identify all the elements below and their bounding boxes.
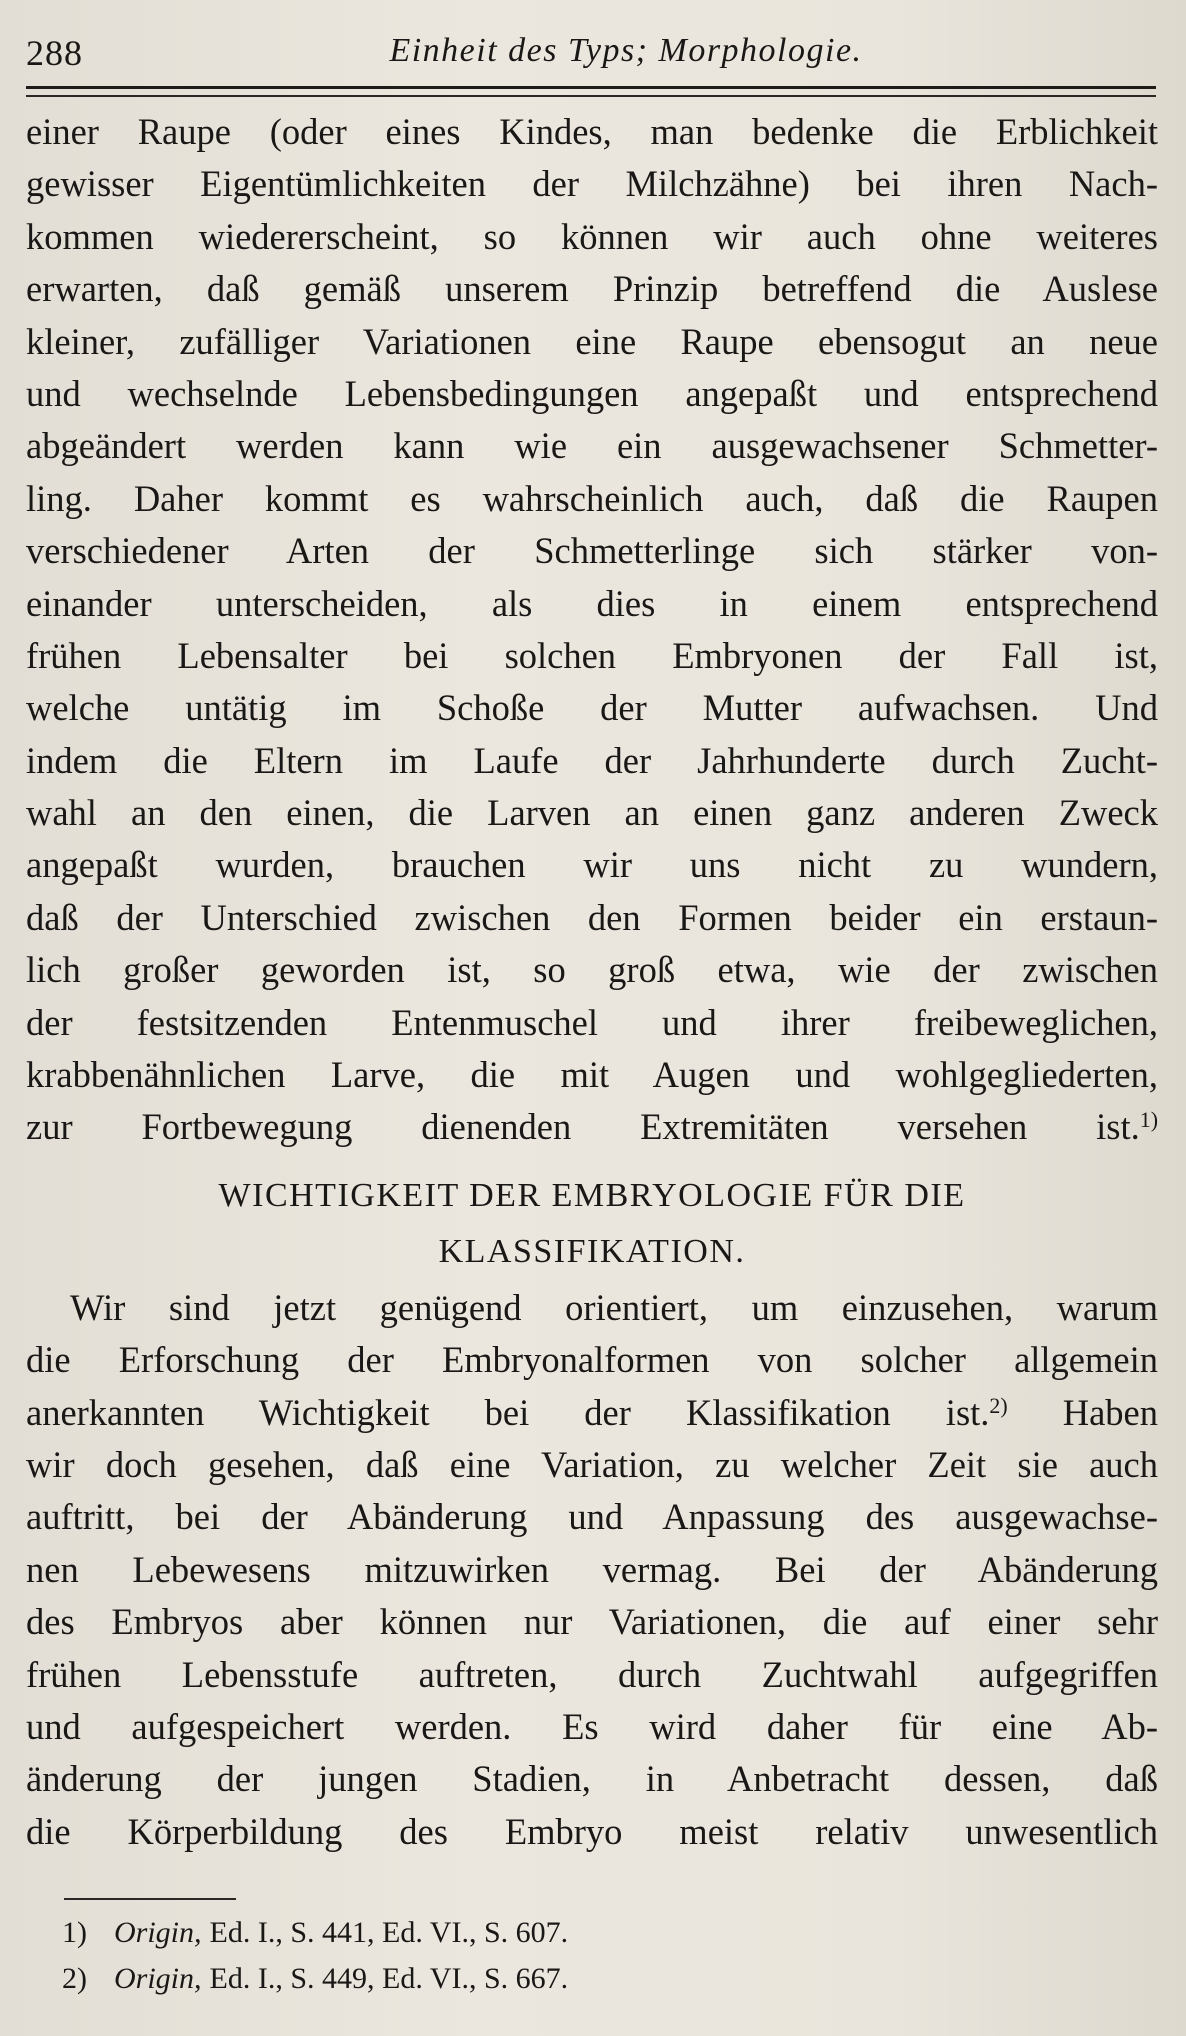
footnotes (62, 1910, 962, 2002)
running-title: Einheit des Typs; Morphologie. (389, 32, 863, 69)
text-line: der festsitzenden Entenmuschel und ihrer freibeweglichen, (26, 1001, 1158, 1043)
footnote-number: 2) (62, 1962, 87, 1995)
text-line: zur Fortbewegung dienenden Extremitäten versehen ist. (26, 1106, 1140, 1148)
text-line: anerkannten Wichtigkeit bei der Klassifikation ist. (26, 1391, 990, 1433)
page-number: 288 (26, 33, 83, 73)
page-header (26, 26, 1166, 78)
text-line: einer Raupe (oder eines Kindes, man bedenke die Erblichkeit (26, 111, 1158, 152)
text-line: gewisser Eigentümlichkeiten der Milchzähne) bei ihren Nach- (26, 163, 1158, 205)
text-line: frühen Lebensstufe auftreten, durch Zuchtwahl aufgegriffen (26, 1653, 1158, 1695)
text-line: auftritt, bei der Abänderung und Anpassung des ausgewachse- (26, 1496, 1158, 1538)
text-line: wahl an den einen, die Larven an einen ganz anderen Zweck (26, 792, 1158, 834)
paragraph-1 (26, 106, 1158, 1154)
section-heading (26, 1168, 1158, 1280)
text-line: angepaßt wurden, brauchen wir uns nicht zu wundern, (26, 844, 1158, 886)
text-line: ling. Daher kommt es wahrscheinlich auch, daß die Raupen (26, 477, 1158, 519)
footnote-rule (64, 1898, 236, 1900)
text-line: indem die Eltern im Laufe der Jahrhunderte durch Zucht- (26, 739, 1158, 781)
text-line-with-footnote (26, 1101, 1158, 1153)
text-line: krabbenähnlichen Larve, die mit Augen und wohlgegliederten, (26, 1054, 1158, 1096)
footnote-citation: Ed. I., S. 441, Ed. VI., S. 607. (209, 1916, 569, 1949)
text-line: lich großer geworden ist, so groß etwa, wie der zwischen (26, 949, 1158, 991)
text-line: wir doch gesehen, daß eine Variation, zu welcher Zeit sie auch (26, 1443, 1158, 1485)
footnote-marker: 2) (989, 1392, 1008, 1418)
text-line: frühen Lebensalter bei solchen Embryonen der Fall ist, (26, 634, 1158, 676)
footnote-1 (62, 1910, 962, 1956)
text-line-with-footnote (26, 1387, 1158, 1439)
text-line: kommen wiedererscheint, so können wir auch ohne weiteres (26, 215, 1158, 257)
header-rule-thick (26, 86, 1156, 89)
text-line: verschiedener Arten der Schmetterlinge sich stärker von- (26, 530, 1158, 572)
text-line: und aufgespeichert werden. Es wird daher für eine Ab- (26, 1705, 1158, 1747)
text-line: abgeändert werden kann wie ein ausgewachsener Schmetter- (26, 425, 1158, 467)
footnote-citation: Ed. I., S. 449, Ed. VI., S. 667. (209, 1962, 569, 1995)
paragraph-2 (26, 1282, 1158, 1858)
text-line: Wir sind jetzt genügend orientiert, um einzusehen, warum (70, 1286, 1158, 1328)
footnote-2 (62, 1956, 962, 2002)
body-text (26, 106, 1158, 1858)
text-line: welche untätig im Schoße der Mutter aufwachsen. Und (26, 687, 1158, 729)
text-line: nen Lebewesens mitzuwirken vermag. Bei der Abänderung (26, 1548, 1158, 1590)
text-line: die Körperbildung des Embryo meist relativ unwesentlich (26, 1810, 1158, 1852)
text-line: kleiner, zufälliger Variationen eine Raupe ebensogut an neue (26, 320, 1158, 362)
section-heading-line: WICHTIGKEIT DER EMBRYOLOGIE FÜR DIE (218, 1176, 966, 1214)
text-line: daß der Unterschied zwischen den Formen beider ein erstaun- (26, 896, 1158, 938)
text-line: einander unterscheiden, als dies in einem entsprechend (26, 582, 1158, 624)
text-line: erwarten, daß gemäß unserem Prinzip betreffend die Auslese (26, 268, 1158, 310)
text-line: die Erforschung der Embryonalformen von solcher allgemein (26, 1339, 1158, 1381)
footnote-marker: 1) (1139, 1107, 1158, 1133)
text-line-tail: Haben (1062, 1391, 1158, 1433)
text-line: und wechselnde Lebensbedingungen angepaßt und entsprechend (26, 372, 1158, 414)
footnote-number: 1) (62, 1916, 87, 1949)
footnote-work-title: Origin, (114, 1916, 202, 1949)
header-rule-thin (26, 95, 1156, 97)
text-line: änderung der jungen Stadien, in Anbetracht dessen, daß (26, 1758, 1158, 1800)
footnote-work-title: Origin, (114, 1962, 202, 1995)
text-line: des Embryos aber können nur Variationen, die auf einer sehr (26, 1601, 1158, 1643)
section-heading-line: KLASSIFIKATION. (438, 1232, 746, 1270)
